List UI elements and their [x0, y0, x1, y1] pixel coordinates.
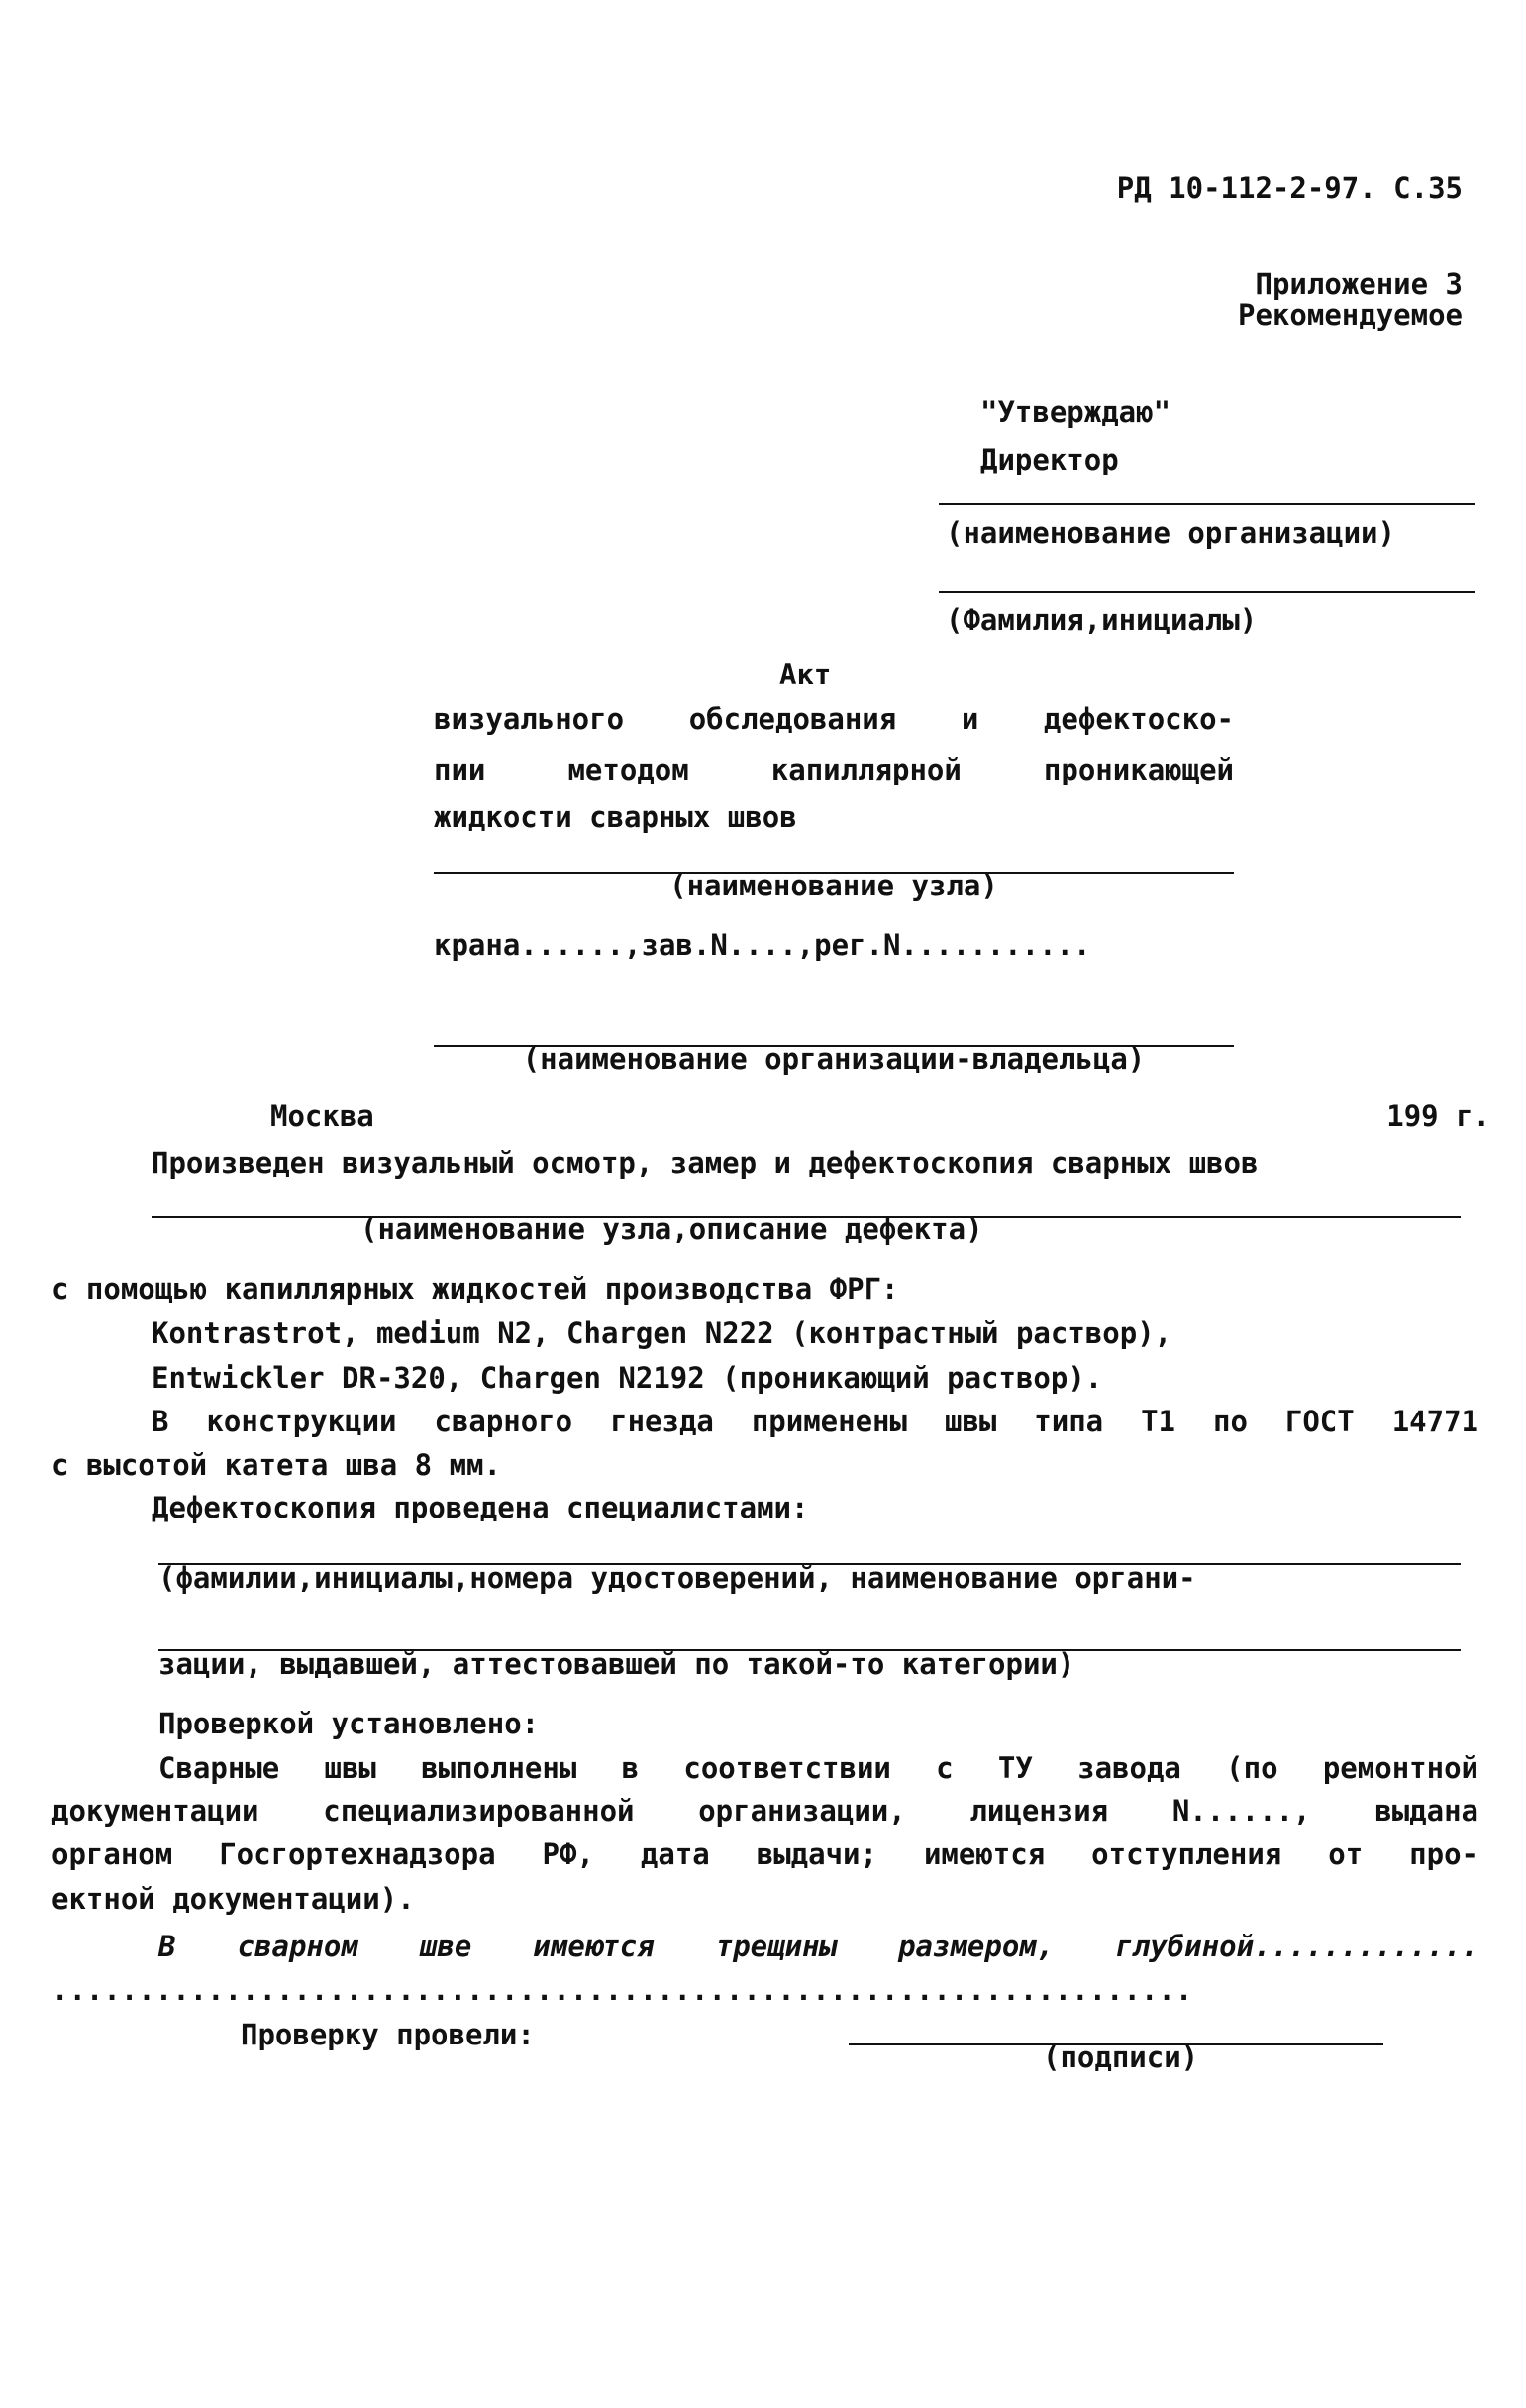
title-line-1: визуального обследования и дефектоско-	[434, 702, 1234, 736]
paragraph-specialists: Дефектоскопия проведена специалистами:	[152, 1491, 809, 1524]
specialists-caption-1: (фамилии,инициалы,номера удостоверений, наименование органи-	[158, 1561, 1196, 1595]
crane-line: крана......,зав.N....,рег.N...........	[434, 928, 1091, 962]
appendix-status: Рекомендуемое	[1238, 298, 1463, 332]
specialists-caption-2: зации, выдавшей, аттестовавшей по такой-то категории)	[158, 1647, 1075, 1681]
paragraph-welds-line-4: ектной документации).	[51, 1882, 415, 1916]
approval-stamp: "Утверждаю"	[980, 395, 1171, 429]
paragraph-cracks: В сварном шве имеются трещины размером, глубиной.............	[158, 1930, 1478, 1963]
place-city: Москва	[270, 1099, 374, 1133]
paragraph-welds-line-1: Сварные швы выполнены в соответствии с ТУ завода (по ремонтной	[158, 1751, 1478, 1785]
paragraph-penetrant-solution: Entwickler DR-320, Chargen N2192 (проникающий раствор).	[152, 1361, 1103, 1395]
node-name-caption: (наименование узла)	[669, 869, 998, 902]
director-name-line	[939, 591, 1475, 593]
paragraph-inspected-by: Проверку провели:	[241, 2018, 535, 2051]
paragraph-welds-line-2: документации специализированной организации, лицензия N......, выдана	[51, 1794, 1478, 1828]
title-line-2: пии методом капиллярной проникающей	[434, 753, 1234, 786]
org-name-caption: (наименование организации)	[946, 516, 1395, 550]
paragraph-weld-type: В конструкции сварного гнезда применены швы типа Т1 по ГОСТ 14771	[152, 1405, 1478, 1438]
org-name-line	[939, 503, 1475, 505]
signatures-caption: (подписи)	[1043, 2041, 1199, 2074]
defect-description-caption: (наименование узла,описание дефекта)	[360, 1212, 983, 1246]
paragraph-liquids: с помощью капиллярных жидкостей производства ФРГ:	[51, 1272, 899, 1306]
page-header: РД 10-112-2-97. С.35	[1116, 171, 1463, 205]
paragraph-inspection: Произведен визуальный осмотр, замер и дефектоскопия сварных швов	[152, 1146, 1259, 1180]
director-name-caption: (Фамилия,инициалы)	[946, 603, 1258, 637]
paragraph-welds-line-3: органом Госгортехнадзора РФ, дата выдачи; имеются отступления от про-	[51, 1837, 1478, 1871]
owner-org-caption: (наименование организации-владельца)	[522, 1042, 1146, 1076]
title-line-3: жидкости сварных швов	[434, 800, 797, 834]
act-year: 199 г.	[1386, 1099, 1490, 1133]
paragraph-contrast-solution: Kontrastrot, medium N2, Chargen N222 (контрастный раствор),	[152, 1316, 1172, 1350]
paragraph-established: Проверкой установлено:	[158, 1707, 540, 1740]
paragraph-cracks-continuation: ..................................................................	[51, 1973, 1193, 2007]
appendix-number: Приложение 3	[1255, 267, 1463, 301]
approval-position: Директор	[980, 443, 1119, 476]
paragraph-weld-height: с высотой катета шва 8 мм.	[51, 1448, 501, 1482]
document-title: Акт	[779, 658, 832, 691]
